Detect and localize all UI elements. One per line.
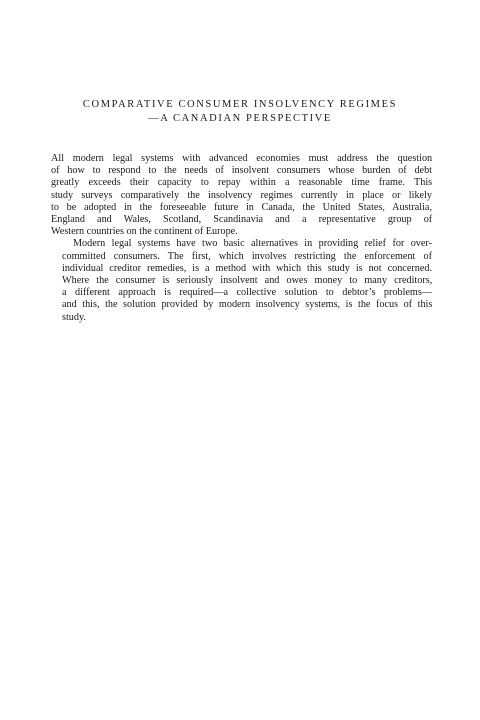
paragraph-2 [51, 238, 432, 323]
paragraph-line: of how to respond to the needs of insolvent consumers whose burden of debt [51, 165, 432, 177]
paragraph-line: a different approach is required—a collective solution to debtor’s problems— [62, 287, 432, 299]
paragraph-1 [51, 153, 432, 238]
paragraph-line: and this, the solution provided by modern insolvency systems, is the focus of this [62, 299, 433, 311]
chapter-title [0, 98, 480, 126]
paragraph-line: greatly exceeds their capacity to repay within a reasonable time frame. This [51, 177, 433, 189]
paragraph-line: All modern legal systems with advanced economies must address the question [51, 153, 433, 164]
paragraph-line: to be adopted in the foreseeable future in Canada, the United States, Australia, [51, 201, 432, 213]
paragraph-line: study. [62, 311, 86, 323]
paragraph-line: Modern legal systems have two basic alternatives in providing relief for over- [73, 238, 432, 250]
chapter-title-line-2: —A CANADIAN PERSPECTIVE [148, 113, 332, 124]
abstract-text [51, 153, 432, 324]
paragraph-line: individual creditor remedies, is a method with which this study is not concerned. [62, 262, 432, 274]
paragraph-line: Western countries on the continent of Europe. [51, 226, 238, 238]
paragraph-line: committed consumers. The first, which involves restricting the enforcement of [62, 250, 432, 262]
chapter-title-line-1: COMPARATIVE CONSUMER INSOLVENCY REGIMES [82, 99, 398, 110]
paragraph-line: Where the consumer is seriously insolvent and owes money to many creditors, [62, 275, 433, 287]
paragraph-line: England and Wales, Scotland, Scandinavia and a representative group of [51, 214, 433, 226]
paragraph-line: study surveys comparatively the insolvency regimes currently in place or likely [51, 189, 432, 201]
